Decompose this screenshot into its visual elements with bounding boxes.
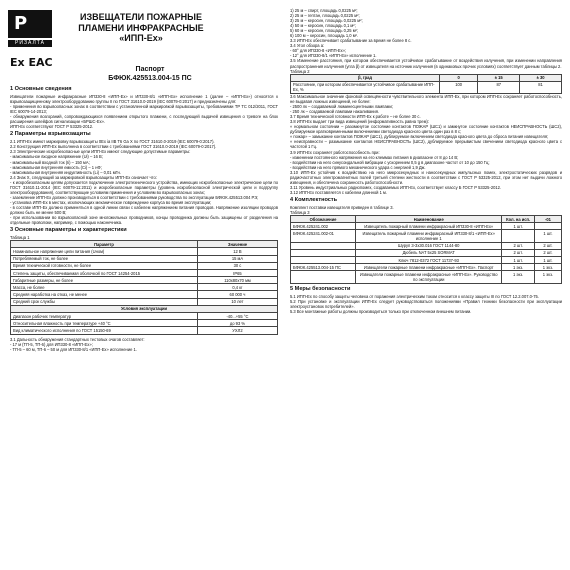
- paragraph: 3.11 Уровень индустриальных радиопомех, создаваемых ИПП-Ех, соответствует классу Б ГОСТ Р 53325-2012.: [290, 184, 502, 190]
- paragraph: - при использовании во взрывоопасной зоне многожильных проводников, концы проводника должны быть защищены от разделения на отдельные проволоки, например, с помощью наконечника.: [10, 215, 278, 226]
- title-line: ИЗВЕЩАТЕЛИ ПОЖАРНЫЕ: [80, 12, 202, 22]
- logo-subtitle: РИЗАЛТА: [8, 40, 52, 47]
- table-header: Кол. на исп.: [502, 216, 535, 223]
- passport-heading: [90, 65, 210, 83]
- table-header-row: [291, 216, 562, 223]
- paragraph: - максимальный входной ток (Ii) – 150 мА;: [10, 159, 90, 165]
- table-header: Наименование: [356, 216, 502, 223]
- table-cell: Потребляемый ток, не более: [11, 255, 198, 262]
- table-cell: 2 шт.: [502, 242, 535, 249]
- paragraph: - воздействии на него синусоидальной вибрации с ускорением 0,5 g в диапазоне частот от 10 до 150 Гц;: [290, 159, 490, 165]
- paragraph: 3.8 ИПП-Ех выдает три вида извещений (информативность равна трем):: [290, 119, 429, 125]
- table-cell: Диапазон рабочих температур: [11, 313, 198, 320]
- table-body: [11, 248, 278, 306]
- logo-letter: Р: [14, 13, 28, 34]
- table-row: [291, 264, 562, 271]
- table-cell: 1 шт.: [534, 230, 561, 242]
- paragraph: - применения во взрывоопасных зонах в соответствии с установленной маркировкой взрывозащиты, требованиями ТР ТС 012/2011, ГОСТ IEC 60079-14-2013;: [10, 104, 278, 115]
- table-cell: Время технической готовности, не более: [11, 262, 198, 269]
- table-cell: БФЮК.425513.004-15 ПС: [291, 264, 356, 271]
- table-row: [11, 277, 278, 284]
- table-row: [11, 298, 278, 305]
- table-row: [11, 262, 278, 269]
- paragraph: ИПП-Ех соответствуют ГОСТ Р 53325-2012.: [10, 124, 94, 130]
- table-cell: 1 шт.: [502, 223, 535, 230]
- table-caption: Таблица 1: [10, 235, 30, 241]
- table-row: [291, 230, 562, 242]
- paragraph: - 60° для ИП330-8 «ИПП-Ех»;: [290, 48, 347, 54]
- table-cell: Дюбель NAT 5x25 SORMAT: [356, 249, 502, 256]
- table-cell: [291, 249, 356, 256]
- paragraph: 2) 25 м – гептан, площадь 0,0225 м²;: [290, 13, 360, 19]
- table-row: [291, 242, 562, 249]
- paragraph: 2.4 Знак Х, следующий за маркировкой взрывозащиты ИПП-Ех означает что:: [10, 174, 157, 180]
- section-heading: 1 Основные сведения: [10, 86, 72, 92]
- section-heading: 3 Основные параметры и характеристики: [10, 227, 127, 234]
- table-cell: БФЮК.425241.002-01: [291, 230, 356, 242]
- table-cell: Ключ 7812-0372 ГОСТ 11737-93: [356, 256, 502, 263]
- table-cell: Вид климатического исполнения по ГОСТ 15150-69: [11, 327, 198, 334]
- table-cell: 1 экз.: [534, 271, 561, 283]
- paragraph: - максимальное входное напряжение (Ui) – 16 В;: [10, 154, 103, 160]
- table-row: [11, 313, 278, 320]
- paragraph: « нормальном состоянии – разомкнутое состояние контактов ПОЖАР (ШС1) и замкнутое состояние контактов НЕИСПРАВНОСТЬ (ШС2), дублируемое кратковременными включениями светодиода красного цвета один раз в 8 с;: [290, 124, 562, 135]
- paragraph: Извещатели пожарные инфракрасные ИП330-8 «ИПП-Ех» и ИП330-8/1 «ИПП-Ех» исполнение 1 (далее – «ИПП-Ех») относятся к взрывозащищенному электрооборудованию группы II по ГОСТ 31610.0-2019 (IEC 60079-0:2017) и предназначены для:: [10, 94, 278, 105]
- paragraph: - максимальная внутренняя емкость (Ci) – 1 нФ;: [10, 164, 102, 170]
- table-subheader: Условия эксплуатации: [11, 305, 278, 312]
- paragraph: 5.2 При установке и эксплуатации ИПП-Ех следует руководствоваться положениями «Правил техники безопасности при эксплуатации электроустановок потребителей».: [290, 298, 562, 309]
- table-cell: УХЛ2: [197, 327, 277, 334]
- table-cell: 0,4 кг: [197, 284, 277, 291]
- paragraph: - заземление ИПП-Ех должно производиться в соответствии с требованиями руководства по эксплуатации БФЮК.425513.004 РЭ;: [10, 194, 259, 200]
- table-cell: 81: [520, 81, 562, 93]
- paragraph: 3.1 Дальность обнаружения стандартных тестовых очагов составляет:: [10, 336, 145, 342]
- table-row: [291, 271, 562, 283]
- table-header-row: [11, 241, 278, 248]
- paragraph: 2.3 Электрические искробезопасные цепи ИПП-Ех имеют следующие допустимые параметры:: [10, 149, 191, 155]
- parameters-table: [10, 240, 278, 334]
- table-row: [291, 223, 562, 230]
- table-cell: [502, 230, 535, 242]
- table-cell: 110х80х70 мм: [197, 277, 277, 284]
- paragraph: 4) 50 м – керосин, площадь 0,1 м²;: [290, 23, 356, 29]
- table-cell: 2 шт.: [502, 249, 535, 256]
- table-cell: 2 шт.: [534, 242, 561, 249]
- certification-marks: Ex EAC: [10, 56, 53, 69]
- table-cell: 87: [478, 81, 520, 93]
- paragraph: 5) 60 м – керосин, площадь 0,25 м²;: [290, 28, 359, 34]
- table-header: β, град: [291, 74, 440, 81]
- table-cell: 30 с: [197, 262, 277, 269]
- table-row: [291, 249, 562, 256]
- table-cell: Степень защиты, обеспечиваемая оболочкой по ГОСТ 14254-2015: [11, 269, 198, 276]
- table-cell: 2 шт.: [534, 249, 561, 256]
- table-header: Параметр: [11, 241, 198, 248]
- table-cell: Относительная влажность при температуре +40 °С: [11, 320, 198, 327]
- paragraph: 2.1 ИПП-Ех имеют маркировку взрывозащиты 0Ex ia IIB T6 Ga X по ГОСТ 31610.0-2019 (IEC 60079-0:2017).: [10, 139, 215, 145]
- title-line: ПЛАМЕНИ ИНФРАКРАСНЫЕ: [78, 22, 204, 33]
- page-title: [66, 12, 216, 44]
- paragraph: 5.3 Все монтажные работы должны производиться только при отключенном внешнем питании.: [290, 308, 472, 314]
- table-cell: 60 000 ч: [197, 291, 277, 298]
- table-row: [11, 269, 278, 276]
- table-cell: 1 шт.: [534, 256, 561, 263]
- table-cell: Извещатель пожарный пламени инфракрасный ИП330-8/1 «ИПП-Ех» исполнение 1: [356, 230, 502, 242]
- paragraph: Комплект поставки извещателя приведен в таблице 3.: [290, 204, 394, 210]
- left-column: [10, 84, 278, 352]
- table-cell: 1 экз.: [502, 271, 535, 283]
- paragraph: - обнаружения возгораний, сопровождающихся появлением открытого пламени, с последующей выдачей извещения о тревоге на блок расширения шлейфов сигнализации «БРШС-Ех».: [10, 114, 278, 125]
- section-heading: 4 Комплектность: [290, 196, 338, 203]
- table-cell: [534, 223, 561, 230]
- table-body: [291, 223, 562, 283]
- paragraph: - в составе ИПП-Ех должно применяться в одной линии связи с кабелем напряжением питания проводов. Напряжение изоляции проводов должно быть не менее 500 В;: [10, 204, 278, 215]
- table-cell: IP65: [197, 269, 277, 276]
- paragraph: 6) 100 м – керосин, площадь 1,0 м².: [290, 33, 359, 39]
- table-cell: Извещатели пожарные пламени инфракрасные «ИПП-Ех». Паспорт: [356, 264, 502, 271]
- table-header: ± 30: [520, 74, 562, 81]
- title-line: «ИПП-Ех»: [119, 33, 163, 43]
- table-cell: Масса, не более: [11, 284, 198, 291]
- paragraph: 3.10 ИПП-Ех устойчив к воздействию на него микросекундных и наносекундных импульсных помех, электростатических разрядов и радиочастотных электромагнитных полей третьей степени жесткости в соответствии с ГОСТ Р 53325-2012, при этом нет выдачи ложного извещения, и обеспечена сохранность работоспособности.: [290, 169, 562, 185]
- table-header: Значение: [197, 241, 277, 248]
- table-cell: [291, 256, 356, 263]
- table-cell: Средняя наработка на отказ, не менее: [11, 291, 198, 298]
- table-cell: до 93 %: [197, 320, 277, 327]
- paragraph: 3.7 Время технической готовности ИПП-Ех к работе – не более 30 с.: [290, 114, 421, 120]
- paragraph: 3.9 ИПП-Ех сохраняет работоспособность при:: [290, 149, 380, 155]
- table-cell: Габаритные размеры, не более: [11, 277, 198, 284]
- table-row: [291, 256, 562, 263]
- table-row: [11, 248, 278, 255]
- paragraph: - 2500 лк – создаваемой люминесцентными лампами;: [290, 104, 393, 110]
- passport-label: Паспорт: [135, 66, 165, 73]
- table-cell: 100: [440, 81, 478, 93]
- table-row: [11, 284, 278, 291]
- paragraph: 3.12 ИПП-Ех поставляется с кабелем длинной 1 м.: [290, 189, 387, 195]
- table-cell: Расстояние, при котором обеспечивается устойчивое срабатывание ИПП-Ех, %: [291, 81, 440, 93]
- paragraph: - 12° для ИП330-8/1 «ИПП-Ех» исполнение 1.: [290, 53, 377, 59]
- table-cell: БФЮК.425241.002: [291, 223, 356, 230]
- paragraph: 3.3 ИПП-Ех обеспечивает срабатывание за время не более 8 с.: [290, 38, 412, 44]
- table-header-row: [291, 74, 562, 81]
- paragraph: - установка ИПП-Ех в местах, исключающих механическое повреждение корпуса во время эксплуатации;: [10, 199, 212, 205]
- angle-table: [290, 74, 562, 94]
- paragraph: 3) 25 м – керосин, площадь 0,0225 м²;: [290, 18, 363, 24]
- paragraph: 5.1 ИПП-Ех по способу защиты человека от поражения электрическим током относится к классу защиты III по ГОСТ 12.2.007.0-75.: [290, 293, 539, 299]
- table-cell: 12 В: [197, 248, 277, 255]
- table-header: Обозначение: [291, 216, 356, 223]
- paragraph: - воздействии на него прямого механического удара с энергией 1,9 Дж.: [290, 164, 426, 170]
- table-cell: 1 экз.: [534, 264, 561, 271]
- table-row: [11, 255, 278, 262]
- table-cell: Извещатель пожарный пламени инфракрасный ИП330-8 «ИПП-Ех»: [356, 223, 502, 230]
- paragraph: - 17 м (ТП-5, ТП-6) для ИП330-8 «ИПП-Ех»;: [10, 341, 93, 347]
- section-heading: 2 Параметры взрывозащиты: [10, 131, 91, 138]
- company-logo: [8, 10, 52, 38]
- table-body: [11, 313, 278, 335]
- table-caption: Таблица 2: [290, 68, 310, 74]
- paragraph: - изменении постоянного напряжения на его клеммах питания в диапазоне от 8 до 14 В;: [290, 154, 459, 160]
- paragraph: 3.6 Максимальное значение фоновой освещённости чувствительного элемента ИПП-Ех, при котором ИПП-Ех сохраняет работоспособность, не выдавая ложных извещений, не более:: [290, 93, 562, 105]
- paragraph: - ТП-5 – 60 м, ТП-6 – 50 м для ИП330-8/1 «ИПП-Ех» исполнение 1.: [10, 346, 137, 352]
- table-cell: Средний срок службы: [11, 298, 198, 305]
- table-caption: Таблица 3: [290, 209, 310, 215]
- table-subheader-row: [11, 305, 278, 312]
- passport-code: БФЮК.425513.004-15 ПС: [108, 75, 192, 82]
- paragraph: 3.4 Угол обзора а:: [290, 43, 325, 49]
- paragraph: 1) 25 м – спирт, площадь 0,0225 м²;: [290, 8, 358, 13]
- paragraph: - к искробезопасным цепям допускается подключение электротехнического устройства, имеющих искробезопасные электрические цепи по ГОСТ 31610.11-2014 (IEC 60079-11:2011) и искробезопасные параметры (уровень искробезопасной электрической цепи и подгруппу электрооборудования), соответствующие условиям применения и условиям во взрывоопасных зонах;: [10, 179, 278, 195]
- table-cell: 15 мА: [197, 255, 277, 262]
- table-cell: 1 экз.: [502, 264, 535, 271]
- table-row: [11, 320, 278, 327]
- paragraph: - 250 лк – создаваемой лампами накаливания.: [290, 109, 380, 115]
- table-cell: [291, 242, 356, 249]
- table-cell: 1 шт.: [502, 256, 535, 263]
- paragraph: 3.5 Изменение расстояния, при котором обеспечивается устойчивое срабатывание от воздействия излучения, при изменении направления распространения излучения (угла β) от извещателя на источник излучения (в одинаковых прочих условиях) соответствует данным таблицы 2.: [290, 58, 562, 69]
- completeness-table: [290, 215, 562, 284]
- table-header: ± 15: [478, 74, 520, 81]
- table-header: -01: [534, 216, 561, 223]
- right-column: [290, 8, 562, 314]
- paragraph: « неисправности – размыкание контактов НЕИСПРАВНОСТЬ (ШС2), дублируемое прерывистым свечением светодиода красного цвета с частотой 1 Гц.: [290, 139, 562, 150]
- table-cell: 10 лет: [197, 298, 277, 305]
- table-cell: -40...+55 °С: [197, 313, 277, 320]
- table-row: [11, 291, 278, 298]
- table-row: [11, 327, 278, 334]
- table-row: [291, 81, 562, 93]
- table-cell: Номинальное напряжение цепи питания (Uном): [11, 248, 198, 255]
- table-cell: Извещатели пожарные пламени инфракрасные «ИПП-Ех». Руководство по эксплуатации: [356, 271, 502, 283]
- paragraph: 2.2 Конструкция ИПП-Ех выполнена в соответствии с требованиями ГОСТ 31610.0-2019 (IEC 60079-0:2017).: [10, 144, 217, 150]
- table-header: 0: [440, 74, 478, 81]
- section-heading: 5 Меры безопасности: [290, 285, 351, 292]
- paragraph: - максимальная внутренняя индуктивность (Li) – 0,01 мГн.: [10, 169, 121, 175]
- paragraph: « пожар» – замыкание контактов ПОЖАР (ШС1), дублируемое включением светодиода красного цвета до сброса питания извещателя;: [290, 134, 549, 140]
- table-cell: [291, 271, 356, 283]
- table-cell: Шуруп 3-3х30.016 ГОСТ 1144-80: [356, 242, 502, 249]
